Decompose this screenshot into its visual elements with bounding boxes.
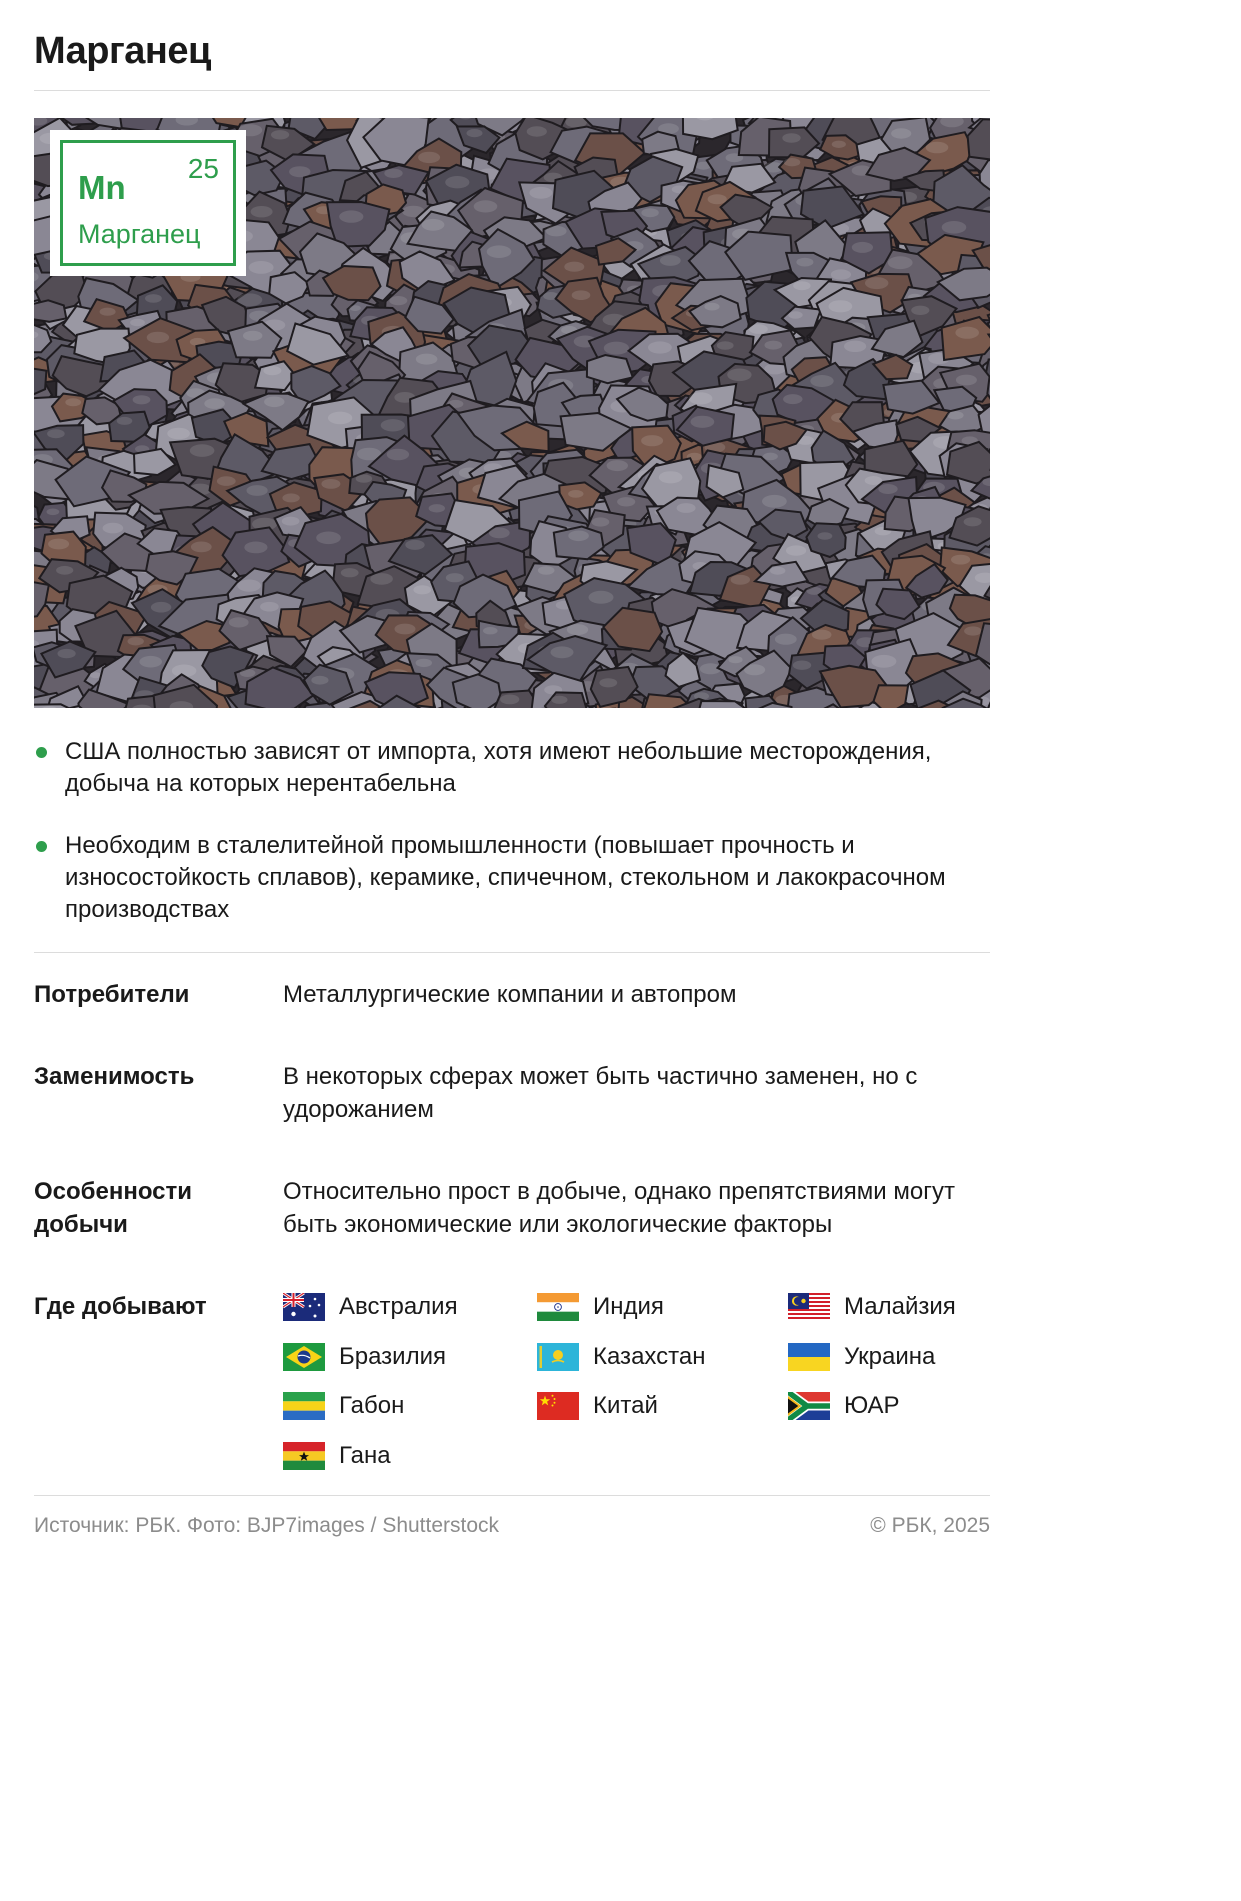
country-name: ЮАР [844,1392,900,1419]
key-facts-list [34,736,990,956]
mining-label: Особенности добычи [34,1178,193,1238]
country-name: Малайзия [844,1293,956,1320]
country-item [283,1290,458,1324]
flag-malaysia-icon [788,1293,830,1321]
country-item [283,1340,446,1374]
mining-value: Относительно прост в добыче, однако препятствиями могут быть экономические или экологические факторы [283,1178,955,1238]
copyright: © РБК, 2025 [870,1514,990,1537]
periodic-element-card [50,130,246,276]
list-item [34,830,990,926]
country-item [788,1389,899,1423]
flag-south-africa-icon [788,1392,830,1420]
country-item [537,1290,664,1324]
country-item [283,1389,404,1423]
source-credit: Источник: РБК. Фото: BJP7images / Shutterstock [34,1514,500,1537]
country-name: Казахстан [593,1343,706,1370]
element-name: Марганец [78,219,201,249]
flag-china-icon [537,1392,579,1420]
page-title: Марганец [34,30,211,72]
country-item [537,1389,658,1423]
country-item [788,1340,935,1374]
consumers-value: Металлургические компании и автопром [283,981,737,1008]
country-name: Украина [844,1343,936,1370]
flag-australia-icon [283,1293,325,1321]
title-divider [34,90,990,91]
element-symbol: Mn [78,169,126,206]
flag-ukraine-icon [788,1343,830,1371]
consumers-label: Потребители [34,981,190,1008]
country-name: Габон [339,1392,405,1419]
country-item [283,1439,391,1473]
facts-divider [34,952,990,953]
flag-brazil-icon [283,1343,325,1371]
country-item [537,1340,705,1374]
bullet-dot-icon [36,841,47,852]
where-label: Где добывают [34,1293,207,1320]
country-name: Индия [593,1293,664,1320]
bullet-dot-icon [36,747,47,758]
footer-divider [34,1495,990,1496]
flag-india-icon [537,1293,579,1321]
flag-kazakhstan-icon [537,1343,579,1371]
flag-gabon-icon [283,1392,325,1420]
element-number: 25 [187,153,219,184]
flag-ghana-icon [283,1442,325,1470]
country-name: Австралия [339,1293,458,1320]
country-item [788,1290,956,1324]
substitutability-label: Заменимость [34,1063,195,1090]
bullet-text: Необходим в сталелитейной промышленности (повышает прочность и износостойкость сплавов), керамике, спичечном, стекольном и лакокрасочном производствах [65,832,946,923]
list-item [34,736,990,800]
country-list [283,1290,1003,1490]
bullet-text: США полностью зависят от импорта, хотя имеют небольшие месторождения, добыча на которых нерентабельна [65,738,932,797]
substitutability-value: В некоторых сферах может быть частично заменен, но с удорожанием [283,1063,918,1123]
country-name: Бразилия [339,1343,446,1370]
country-name: Китай [593,1392,658,1419]
country-name: Гана [339,1442,391,1469]
